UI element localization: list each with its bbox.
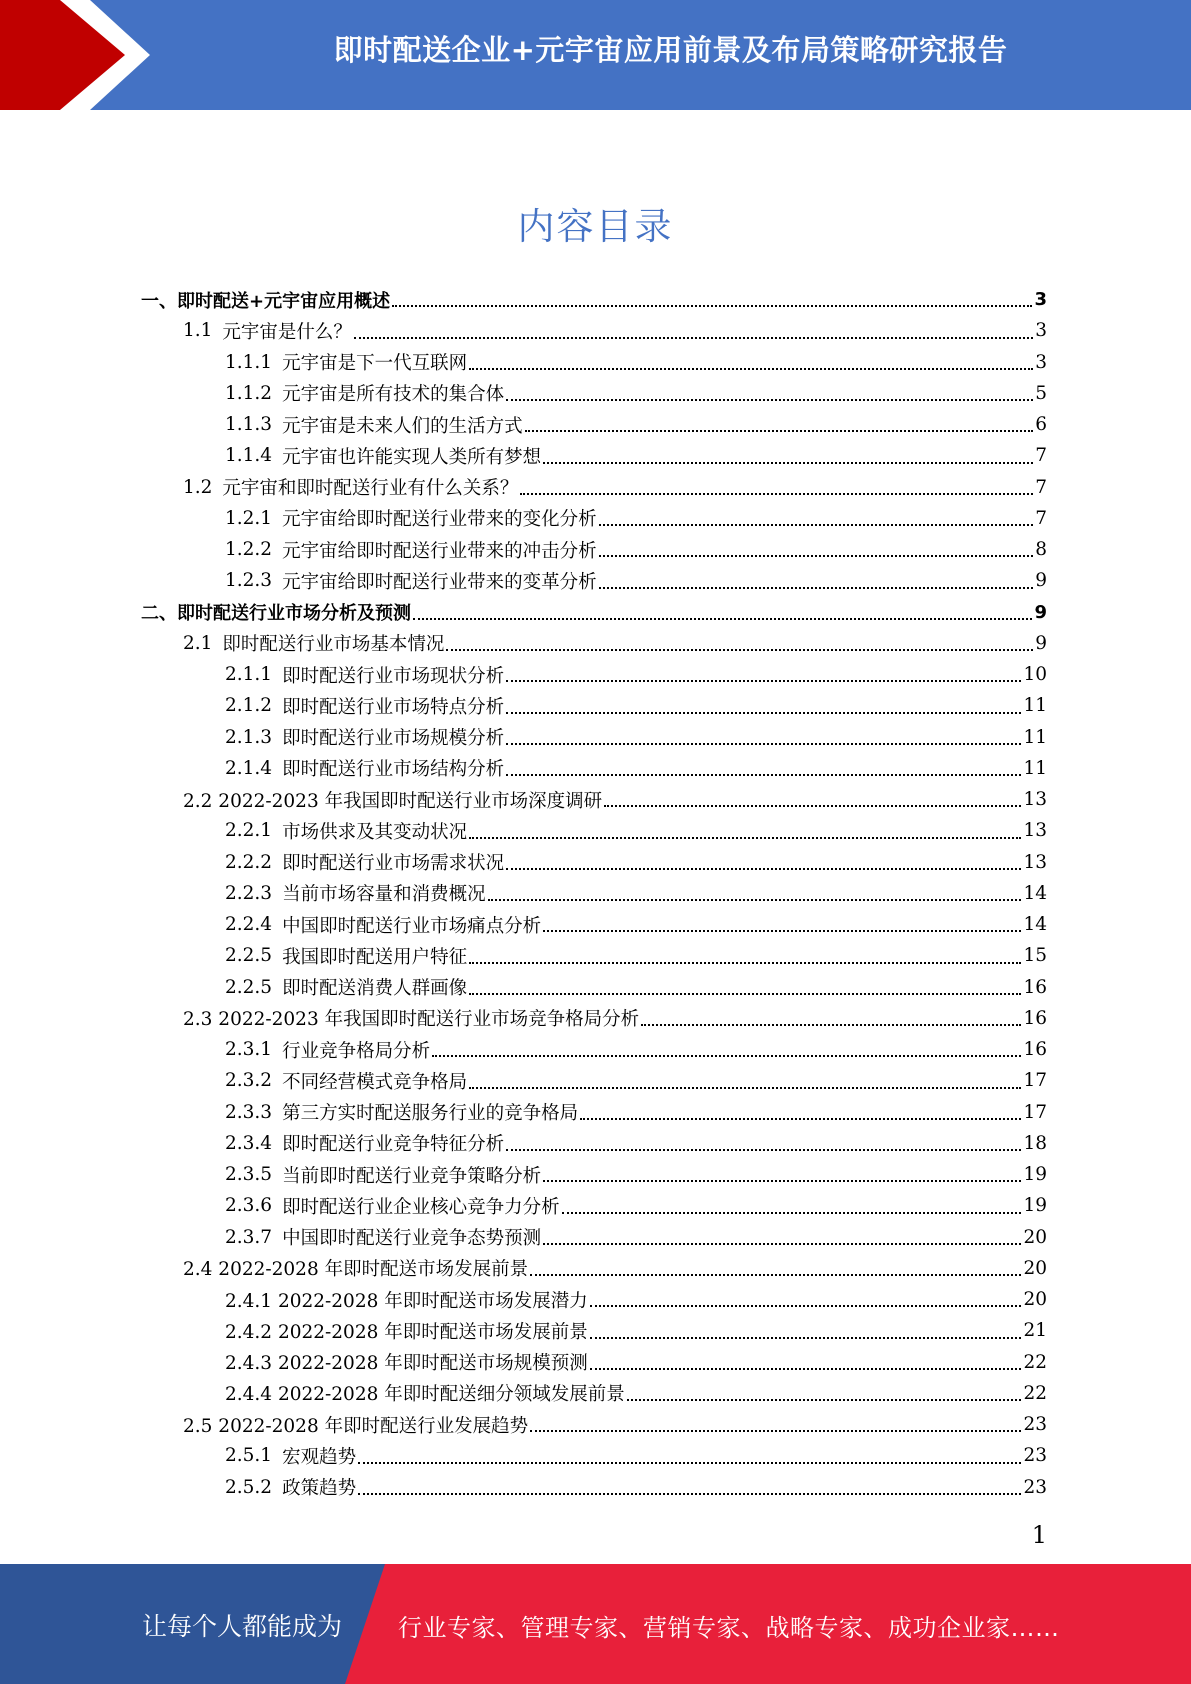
toc-entry-label: 中国即时配送行业竞争态势预测 bbox=[282, 1228, 542, 1250]
toc-entry[interactable] bbox=[141, 972, 1047, 1003]
toc-entry-page: 11 bbox=[1023, 726, 1047, 748]
toc-entry[interactable] bbox=[141, 753, 1047, 784]
toc-dot-leader bbox=[599, 555, 1034, 557]
toc-entry-label: 即时配送行业竞争特征分析 bbox=[282, 1134, 505, 1156]
toc-entry-number: 2.3.4 bbox=[225, 1132, 273, 1154]
toc-entry-label: 2.4.3 2022-2028 年即时配送市场规模预测 bbox=[225, 1353, 588, 1375]
toc-entry-label: 政策趋势 bbox=[282, 1478, 357, 1500]
toc-dot-leader bbox=[590, 1305, 1022, 1307]
toc-entry[interactable] bbox=[141, 815, 1047, 846]
toc-entry-number: 1.1.4 bbox=[225, 445, 273, 467]
toc-entry-page: 8 bbox=[1035, 539, 1047, 561]
toc-entry[interactable] bbox=[141, 284, 1047, 315]
toc-entry-label: 行业竞争格局分析 bbox=[282, 1040, 431, 1062]
toc-entry[interactable] bbox=[141, 1378, 1047, 1409]
toc-entry-label: 市场供求及其变动状况 bbox=[282, 821, 468, 843]
toc-entry[interactable] bbox=[141, 1003, 1047, 1034]
toc-entry-page: 17 bbox=[1023, 1101, 1047, 1123]
toc-entry-label: 2.3 2022-2023 年我国即时配送行业市场竞争格局分析 bbox=[183, 1009, 640, 1031]
toc-entry-label: 元宇宙是下一代互联网 bbox=[282, 353, 468, 375]
toc-entry-label: 元宇宙是什么？ bbox=[222, 321, 352, 343]
toc-dot-leader bbox=[413, 618, 1032, 620]
toc-entry-number: 2.2.4 bbox=[225, 914, 273, 936]
toc-dot-leader bbox=[392, 305, 1032, 307]
toc-dot-leader bbox=[469, 993, 1021, 995]
toc-entry-page: 6 bbox=[1035, 414, 1047, 436]
toc-entry-number: 2.2.5 bbox=[225, 945, 273, 967]
toc-dot-leader bbox=[469, 1087, 1021, 1089]
toc-entry-label: 不同经营模式竞争格局 bbox=[282, 1071, 468, 1093]
toc-entry-page: 14 bbox=[1023, 914, 1047, 936]
toc-dot-leader bbox=[590, 1337, 1022, 1339]
toc-entry-number: 2.3.6 bbox=[225, 1195, 273, 1217]
toc-entry-label: 2.4.4 2022-2028 年即时配送细分领域发展前景 bbox=[225, 1384, 625, 1406]
toc-entry-label: 2.5 2022-2028 年即时配送行业发展趋势 bbox=[183, 1415, 529, 1437]
toc-entry-label: 即时配送行业市场现状分析 bbox=[282, 665, 505, 687]
toc-entry-page: 16 bbox=[1023, 1007, 1047, 1029]
toc-entry-number: 2.2.5 bbox=[225, 976, 273, 998]
toc-entry-label: 元宇宙是未来人们的生活方式 bbox=[282, 415, 523, 437]
toc-entry[interactable] bbox=[141, 628, 1047, 659]
toc-entry[interactable] bbox=[141, 1222, 1047, 1253]
toc-entry-label: 2.4 2022-2028 年即时配送市场发展前景 bbox=[183, 1259, 529, 1281]
toc-dot-leader bbox=[590, 1368, 1022, 1370]
toc-entry-page: 20 bbox=[1023, 1257, 1047, 1279]
toc-entry-label: 当前市场容量和消费概况 bbox=[282, 884, 486, 906]
toc-entry-number: 2.1 bbox=[183, 632, 213, 654]
toc-dot-leader bbox=[506, 680, 1021, 682]
toc-entry-label: 即时配送行业市场需求状况 bbox=[282, 853, 505, 875]
toc-entry-number: 2.5.1 bbox=[225, 1445, 273, 1467]
toc-entry-label: 即时配送行业市场基本情况 bbox=[222, 634, 445, 656]
toc-entry-page: 9 bbox=[1035, 570, 1047, 592]
toc-entry-label: 即时配送行业市场结构分析 bbox=[282, 759, 505, 781]
toc-entry-label: 元宇宙给即时配送行业带来的变革分析 bbox=[282, 571, 597, 593]
toc-entry[interactable] bbox=[141, 1409, 1047, 1440]
toc-entry-page: 13 bbox=[1023, 820, 1047, 842]
toc-entry-label: 元宇宙给即时配送行业带来的冲击分析 bbox=[282, 540, 597, 562]
toc-entry-number: 2.2.3 bbox=[225, 882, 273, 904]
toc-entry-label: 元宇宙是所有技术的集合体 bbox=[282, 384, 505, 406]
toc-entry-page: 18 bbox=[1023, 1132, 1047, 1154]
toc-dot-leader bbox=[469, 837, 1021, 839]
toc-entry-label: 我国即时配送用户特征 bbox=[282, 946, 468, 968]
report-title: 即时配送企业+元宇宙应用前景及布局策略研究报告 bbox=[333, 33, 1008, 67]
toc-entry-page: 19 bbox=[1023, 1164, 1047, 1186]
toc-entry[interactable] bbox=[141, 878, 1047, 909]
toc-entry-number: 2.3.7 bbox=[225, 1226, 273, 1248]
toc-entry[interactable] bbox=[141, 1034, 1047, 1065]
toc-dot-leader bbox=[446, 649, 1033, 651]
toc-entry[interactable] bbox=[141, 534, 1047, 565]
toc-entry-page: 11 bbox=[1023, 757, 1047, 779]
toc-entry-number: 2.3.2 bbox=[225, 1070, 273, 1092]
toc-entry-number: 2.3.3 bbox=[225, 1101, 273, 1123]
toc-entry[interactable] bbox=[141, 1253, 1047, 1284]
toc-entry-label: 宏观趋势 bbox=[282, 1446, 357, 1468]
toc-entry-page: 17 bbox=[1023, 1070, 1047, 1092]
footer-slogan-left: 让每个人都能成为 bbox=[142, 1612, 343, 1641]
toc-entry[interactable] bbox=[141, 1128, 1047, 1159]
toc-entry-number: 1.2 bbox=[183, 476, 213, 498]
toc-entry[interactable] bbox=[141, 1315, 1047, 1346]
toc-entry[interactable] bbox=[141, 940, 1047, 971]
toc-entry-number: 2.2.2 bbox=[225, 851, 273, 873]
toc-entry-page: 3 bbox=[1034, 289, 1047, 311]
toc-entry-page: 9 bbox=[1034, 601, 1047, 623]
toc-dot-leader bbox=[604, 805, 1021, 807]
header-chevron-decoration bbox=[0, 0, 150, 110]
toc-entry[interactable] bbox=[141, 315, 1047, 346]
toc-entry-page: 22 bbox=[1023, 1351, 1047, 1373]
toc-entry[interactable] bbox=[141, 1065, 1047, 1096]
toc-dot-leader bbox=[599, 524, 1034, 526]
toc-dot-leader bbox=[543, 1180, 1021, 1182]
toc-entry[interactable] bbox=[141, 565, 1047, 596]
toc-entry-page: 23 bbox=[1023, 1445, 1047, 1467]
toc-entry-number: 1.2.2 bbox=[225, 539, 273, 561]
toc-entry-page: 14 bbox=[1023, 882, 1047, 904]
toc-dot-leader bbox=[506, 743, 1021, 745]
toc-entry[interactable] bbox=[141, 722, 1047, 753]
toc-entry-label: 即时配送行业企业核心竞争力分析 bbox=[282, 1196, 560, 1218]
toc-entry-label: 第三方实时配送服务行业的竞争格局 bbox=[282, 1103, 579, 1125]
toc-entry[interactable] bbox=[141, 1347, 1047, 1378]
toc-dot-leader bbox=[530, 1430, 1021, 1432]
toc-entry-number: 1.1 bbox=[183, 320, 213, 342]
toc-entry-page: 15 bbox=[1023, 945, 1047, 967]
toc-entry-number: 2.2.1 bbox=[225, 820, 273, 842]
toc-entry-number: 2.5.2 bbox=[225, 1476, 273, 1498]
toc-entry-page: 10 bbox=[1023, 664, 1047, 686]
toc-entry-number: 2.3.1 bbox=[225, 1039, 273, 1061]
toc-entry-page: 11 bbox=[1023, 695, 1047, 717]
header-banner bbox=[0, 0, 1191, 110]
toc-entry[interactable] bbox=[141, 1159, 1047, 1190]
toc-entry-label: 即时配送消费人群画像 bbox=[282, 978, 468, 1000]
toc-entry-page: 13 bbox=[1023, 851, 1047, 873]
toc-entry-number: 1.2.1 bbox=[225, 507, 273, 529]
toc-entry-page: 3 bbox=[1035, 320, 1047, 342]
toc-dot-leader bbox=[469, 368, 1033, 370]
toc-dot-leader bbox=[580, 1118, 1021, 1120]
toc-entry-number: 2.1.2 bbox=[225, 695, 273, 717]
toc-entry-page: 21 bbox=[1023, 1320, 1047, 1342]
toc-entry-page: 7 bbox=[1035, 507, 1047, 529]
toc-entry-page: 7 bbox=[1035, 476, 1047, 498]
toc-entry-number: 2.3.5 bbox=[225, 1164, 273, 1186]
toc-dot-leader bbox=[543, 1243, 1021, 1245]
toc-dot-leader bbox=[432, 1055, 1021, 1057]
toc-entry[interactable] bbox=[141, 784, 1047, 815]
toc-dot-leader bbox=[506, 774, 1021, 776]
toc-entry[interactable] bbox=[141, 909, 1047, 940]
toc-dot-leader bbox=[520, 493, 1033, 495]
toc-entry[interactable] bbox=[141, 1097, 1047, 1128]
toc-entry-label: 即时配送行业市场规模分析 bbox=[282, 728, 505, 750]
toc-entry[interactable] bbox=[141, 659, 1047, 690]
toc-dot-leader bbox=[525, 430, 1034, 432]
toc-dot-leader bbox=[599, 587, 1034, 589]
toc-entry-page: 9 bbox=[1035, 632, 1047, 654]
toc-entry-number: 1.1.1 bbox=[225, 351, 273, 373]
footer-banner bbox=[0, 1564, 1191, 1684]
toc-entry-label: 一、即时配送+元宇宙应用概述 bbox=[141, 290, 391, 312]
toc-entry-label: 元宇宙和即时配送行业有什么关系？ bbox=[222, 478, 519, 500]
toc-entry-number: 1.1.3 bbox=[225, 414, 273, 436]
toc-dot-leader bbox=[469, 962, 1021, 964]
toc-entry-number: 2.1.4 bbox=[225, 757, 273, 779]
toc-entry[interactable] bbox=[141, 440, 1047, 471]
table-of-contents bbox=[141, 284, 1047, 1503]
toc-entry-label: 即时配送行业市场特点分析 bbox=[282, 696, 505, 718]
toc-entry-page: 20 bbox=[1023, 1226, 1047, 1248]
toc-dot-leader bbox=[641, 1024, 1021, 1026]
toc-dot-leader bbox=[506, 712, 1021, 714]
toc-entry[interactable] bbox=[141, 347, 1047, 378]
toc-entry-number: 2.1.1 bbox=[225, 664, 273, 686]
toc-dot-leader bbox=[562, 1212, 1022, 1214]
toc-entry-page: 16 bbox=[1023, 1039, 1047, 1061]
toc-dot-leader bbox=[354, 337, 1033, 339]
toc-entry[interactable] bbox=[141, 1284, 1047, 1315]
toc-entry-number: 1.2.3 bbox=[225, 570, 273, 592]
toc-dot-leader bbox=[506, 1149, 1021, 1151]
footer-slogan-right: 行业专家、管理专家、营销专家、战略专家、成功企业家…… bbox=[398, 1614, 1060, 1642]
toc-dot-leader bbox=[506, 399, 1033, 401]
toc-entry-page: 3 bbox=[1035, 351, 1047, 373]
toc-entry-page: 13 bbox=[1023, 789, 1047, 811]
toc-entry-page: 7 bbox=[1035, 445, 1047, 467]
toc-entry[interactable] bbox=[141, 597, 1047, 628]
toc-dot-leader bbox=[358, 1462, 1021, 1464]
toc-entry[interactable] bbox=[141, 690, 1047, 721]
toc-dot-leader bbox=[530, 1274, 1021, 1276]
toc-entry-label: 元宇宙给即时配送行业带来的变化分析 bbox=[282, 509, 597, 531]
toc-entry-page: 16 bbox=[1023, 976, 1047, 998]
toc-entry-number: 1.1.2 bbox=[225, 382, 273, 404]
toc-entry-page: 23 bbox=[1023, 1476, 1047, 1498]
toc-dot-leader bbox=[627, 1399, 1022, 1401]
toc-entry-label: 二、即时配送行业市场分析及预测 bbox=[141, 603, 411, 625]
toc-entry[interactable] bbox=[141, 378, 1047, 409]
toc-entry[interactable] bbox=[141, 472, 1047, 503]
toc-entry-label: 中国即时配送行业市场痛点分析 bbox=[282, 915, 542, 937]
toc-entry-label: 2.4.2 2022-2028 年即时配送市场发展前景 bbox=[225, 1321, 588, 1343]
toc-entry-page: 5 bbox=[1035, 382, 1047, 404]
toc-entry-label: 元宇宙也许能实现人类所有梦想 bbox=[282, 446, 542, 468]
toc-entry[interactable] bbox=[141, 503, 1047, 534]
toc-entry[interactable] bbox=[141, 1472, 1047, 1503]
toc-entry[interactable] bbox=[141, 847, 1047, 878]
toc-dot-leader bbox=[488, 899, 1022, 901]
toc-dot-leader bbox=[543, 462, 1033, 464]
toc-entry-page: 22 bbox=[1023, 1382, 1047, 1404]
toc-dot-leader bbox=[358, 1493, 1021, 1495]
toc-dot-leader bbox=[506, 868, 1021, 870]
toc-entry[interactable] bbox=[141, 1440, 1047, 1471]
toc-entry[interactable] bbox=[141, 409, 1047, 440]
page-number: 1 bbox=[1031, 1521, 1047, 1549]
toc-heading: 内容目录 bbox=[517, 205, 674, 248]
toc-entry-number: 2.1.3 bbox=[225, 726, 273, 748]
toc-entry-label: 当前即时配送行业竞争策略分析 bbox=[282, 1165, 542, 1187]
toc-dot-leader bbox=[543, 930, 1021, 932]
toc-entry[interactable] bbox=[141, 1190, 1047, 1221]
toc-entry-label: 2.4.1 2022-2028 年即时配送市场发展潜力 bbox=[225, 1290, 588, 1312]
toc-entry-page: 19 bbox=[1023, 1195, 1047, 1217]
toc-entry-page: 23 bbox=[1023, 1414, 1047, 1436]
toc-entry-label: 2.2 2022-2023 年我国即时配送行业市场深度调研 bbox=[183, 790, 603, 812]
toc-entry-page: 20 bbox=[1023, 1289, 1047, 1311]
